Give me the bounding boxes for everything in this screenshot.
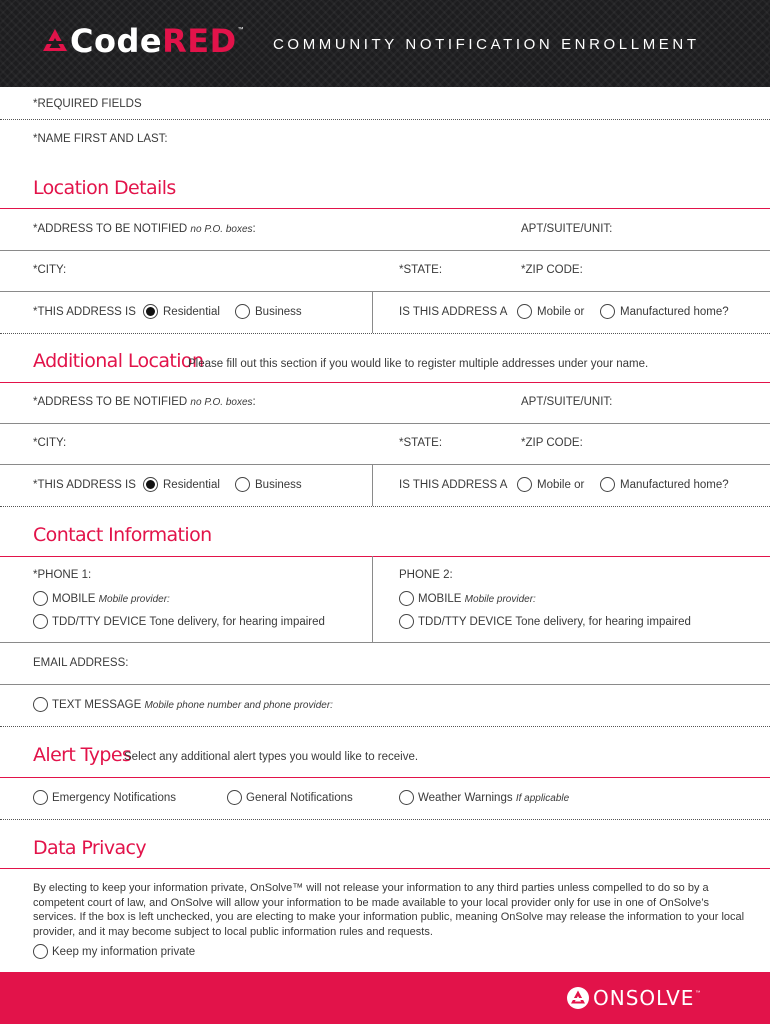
header-banner (0, 0, 770, 87)
location-address-type-label: *THIS ADDRESS IS (33, 306, 136, 318)
additional-location-heading: Additional Location (33, 350, 204, 372)
text-message-option (52, 699, 333, 711)
location-mobile-radio[interactable] (517, 304, 532, 319)
contact-information-heading: Contact Information (33, 524, 212, 546)
additional-residential-radio[interactable] (143, 477, 158, 492)
phone1-mobile-radio[interactable] (33, 591, 48, 606)
location-mobile-label: Mobile or (537, 306, 585, 318)
emergency-notifications-radio[interactable] (33, 790, 48, 805)
additional-home-type-label: IS THIS ADDRESS A (399, 479, 508, 491)
keep-private-radio[interactable] (33, 944, 48, 959)
onsolve-trademark: ™ (695, 990, 701, 996)
additional-apt-field[interactable]: APT/SUITE/UNIT: (521, 396, 613, 408)
additional-address-field[interactable] (33, 396, 256, 408)
location-state-field[interactable]: *STATE: (399, 264, 443, 276)
additional-manufactured-label: Manufactured home? (620, 479, 729, 491)
address-colon: : (252, 396, 256, 408)
mobile-provider-field[interactable]: Mobile provider: (98, 594, 170, 605)
divider (0, 333, 770, 334)
alert-types-heading: Alert Types (33, 744, 132, 766)
location-city-field[interactable]: *CITY: (33, 264, 67, 276)
column-divider (372, 464, 373, 506)
onsolve-brand-text: ONSOLVE (593, 986, 695, 1010)
location-apt-field[interactable]: APT/SUITE/UNIT: (521, 223, 613, 235)
page-title: COMMUNITY NOTIFICATION ENROLLMENT (273, 36, 700, 53)
name-field-label[interactable]: *NAME FIRST AND LAST: (33, 133, 168, 145)
codered-logo (42, 23, 244, 59)
address-label: *ADDRESS TO BE NOTIFIED (33, 396, 188, 408)
location-manufactured-label: Manufactured home? (620, 306, 729, 318)
column-divider (372, 556, 373, 642)
text-message-field[interactable]: Mobile phone number and phone provider: (144, 700, 333, 711)
location-business-label: Business (255, 306, 302, 318)
privacy-statement: By electing to keep your information private, OnSolve™ will not release your information to any third parties unless compelled to do so by a competent court of law, and OnSolve will allow your information to be made available to your local provider only for use in one of OnSolve’s services. If the box is left unchecked, you are electing to make your information public, meaning OnSolve may release the information to your local provider, and it may become subject to local public information rules and requests. (33, 882, 745, 938)
onsolve-logo (566, 986, 700, 1010)
additional-state-field[interactable]: *STATE: (399, 437, 443, 449)
row-divider (0, 423, 770, 424)
data-privacy-heading: Data Privacy (33, 837, 146, 859)
onsolve-logo-icon (566, 986, 590, 1010)
general-notifications-label: General Notifications (246, 792, 353, 804)
section-rule (0, 208, 770, 209)
location-business-radio[interactable] (235, 304, 250, 319)
keep-private-label: Keep my information private (52, 946, 196, 958)
location-address-field[interactable] (33, 223, 256, 235)
location-details-heading: Location Details (33, 177, 176, 199)
divider (0, 506, 770, 507)
address-note: no P.O. boxes (190, 397, 253, 408)
additional-business-label: Business (255, 479, 302, 491)
additional-mobile-radio[interactable] (517, 477, 532, 492)
alert-types-subtitle: Select any additional alert types you would like to receive. (124, 751, 419, 763)
address-label: *ADDRESS TO BE NOTIFIED (33, 223, 188, 235)
phone2-tdd-label: TDD/TTY DEVICE Tone delivery, for hearing impaired (418, 616, 691, 628)
general-notifications-radio[interactable] (227, 790, 242, 805)
row-divider (0, 684, 770, 685)
location-residential-radio[interactable] (143, 304, 158, 319)
phone1-tdd-radio[interactable] (33, 614, 48, 629)
additional-location-subtitle: Please fill out this section if you would like to register multiple addresses under your name. (188, 358, 649, 370)
additional-city-field[interactable]: *CITY: (33, 437, 67, 449)
text-message-label: TEXT MESSAGE (52, 699, 142, 711)
location-zip-field[interactable]: *ZIP CODE: (521, 264, 583, 276)
location-home-type-label: IS THIS ADDRESS A (399, 306, 508, 318)
phone2-field[interactable]: PHONE 2: (399, 569, 453, 581)
weather-warnings-radio[interactable] (399, 790, 414, 805)
phone2-mobile-radio[interactable] (399, 591, 414, 606)
row-divider (0, 291, 770, 292)
weather-warnings-note: If applicable (515, 793, 570, 804)
phone2-tdd-radio[interactable] (399, 614, 414, 629)
mobile-label: MOBILE (418, 593, 462, 605)
phone1-field[interactable]: *PHONE 1: (33, 569, 92, 581)
additional-mobile-label: Mobile or (537, 479, 585, 491)
section-rule (0, 868, 770, 869)
location-manufactured-radio[interactable] (600, 304, 615, 319)
additional-business-radio[interactable] (235, 477, 250, 492)
footer-banner (0, 972, 770, 1024)
additional-zip-field[interactable]: *ZIP CODE: (521, 437, 583, 449)
mobile-provider-field[interactable]: Mobile provider: (464, 594, 536, 605)
required-fields-note: *REQUIRED FIELDS (33, 98, 142, 110)
weather-warnings-label: Weather Warnings (418, 792, 513, 804)
section-rule (0, 777, 770, 778)
row-divider (0, 642, 770, 643)
divider (0, 819, 770, 820)
text-message-radio[interactable] (33, 697, 48, 712)
divider (0, 119, 770, 120)
logo-code-text: Code (70, 22, 163, 60)
additional-manufactured-radio[interactable] (600, 477, 615, 492)
additional-residential-label: Residential (163, 479, 220, 491)
codered-logo-icon (42, 27, 68, 53)
address-note: no P.O. boxes (190, 224, 253, 235)
section-rule (0, 556, 770, 557)
address-colon: : (252, 223, 256, 235)
section-rule (0, 382, 770, 383)
phone2-mobile-option (418, 593, 536, 605)
mobile-label: MOBILE (52, 593, 96, 605)
column-divider (372, 291, 373, 333)
logo-red-text: RED (162, 22, 237, 60)
email-field[interactable]: EMAIL ADDRESS: (33, 657, 129, 669)
row-divider (0, 250, 770, 251)
location-residential-label: Residential (163, 306, 220, 318)
emergency-notifications-label: Emergency Notifications (52, 792, 176, 804)
row-divider (0, 464, 770, 465)
weather-warnings-option (418, 792, 569, 804)
logo-trademark: ™ (237, 27, 244, 33)
additional-address-type-label: *THIS ADDRESS IS (33, 479, 136, 491)
phone1-mobile-option (52, 593, 170, 605)
phone1-tdd-label: TDD/TTY DEVICE Tone delivery, for hearing impaired (52, 616, 325, 628)
divider (0, 726, 770, 727)
